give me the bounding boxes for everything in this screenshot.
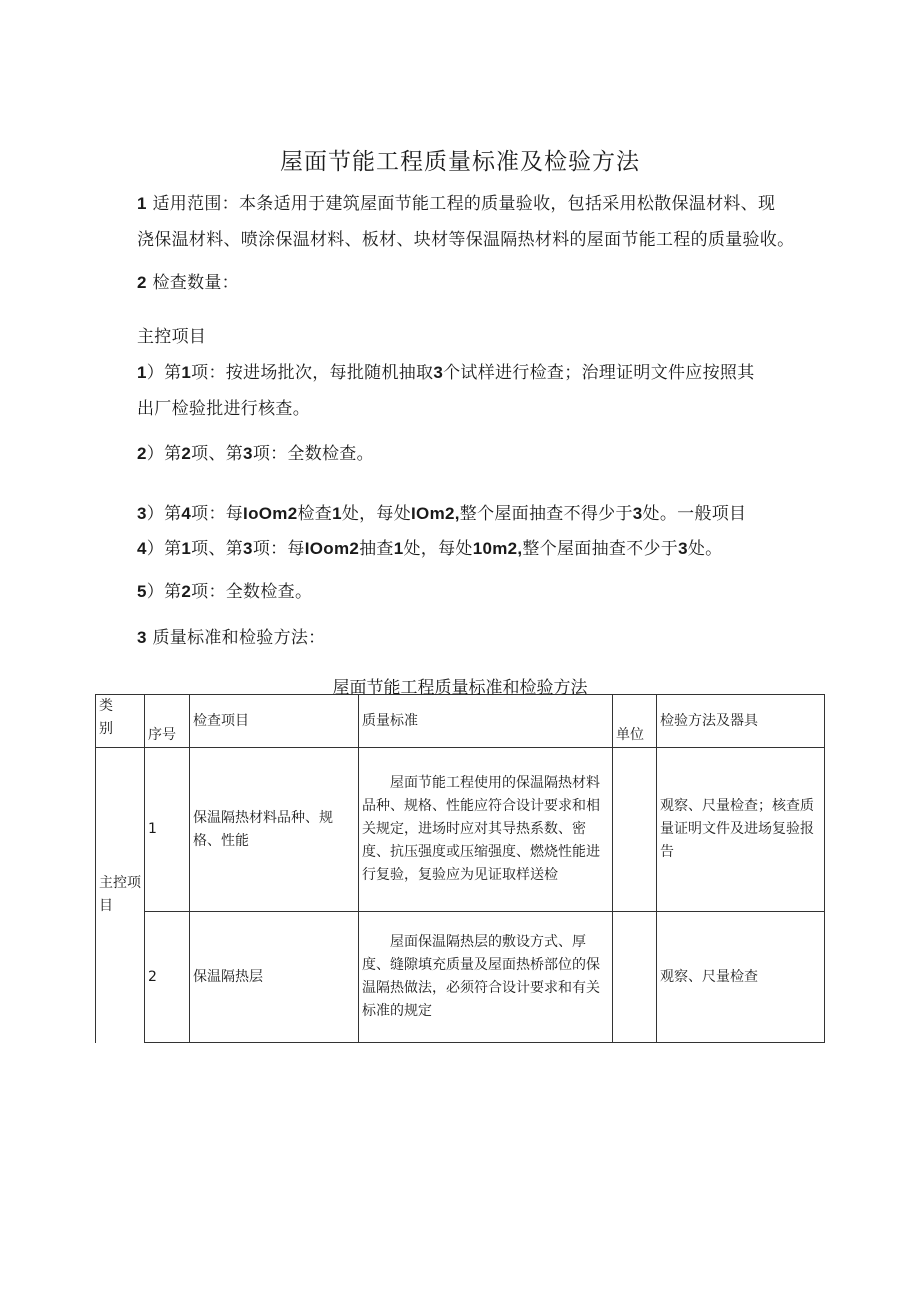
- item-text: ）第: [146, 582, 182, 602]
- item-text: 整个屋面抽查不得少于: [459, 504, 633, 524]
- item-text: 检查: [297, 504, 333, 524]
- table-row: [96, 748, 825, 912]
- area-value: IOom2: [304, 539, 360, 558]
- row-unit: [613, 748, 657, 912]
- item-ref: 3: [243, 444, 253, 463]
- item-text: 项：全数检查。: [252, 444, 374, 464]
- item-text: 项：按进场批次，每批随机抽取: [191, 363, 434, 383]
- row-item: 保温隔热材料品种、规格、性能: [190, 748, 359, 912]
- count-value: 3: [632, 504, 643, 523]
- inspection-quantity-heading: [137, 272, 239, 294]
- row-seq: 1: [145, 748, 190, 912]
- item-1-line2: 出厂检验批进行核查。: [137, 399, 310, 419]
- row-item: 保温隔热层: [190, 912, 359, 1043]
- document-title: 屋面节能工程质量标准及检验方法: [280, 149, 640, 175]
- item-text: 项、第: [191, 539, 244, 559]
- section-number: 2: [137, 273, 147, 292]
- item-ref: 2: [181, 444, 192, 463]
- header-category: 类 别: [96, 695, 145, 748]
- item-number: 2: [137, 444, 147, 463]
- row-unit: [613, 912, 657, 1043]
- header-item: 检查项目: [190, 695, 359, 748]
- area-value: 10m2,: [472, 539, 523, 558]
- item-1: [137, 362, 755, 384]
- item-text: ）第: [146, 504, 182, 524]
- item-text: 抽查: [359, 539, 394, 559]
- row-seq: 2: [145, 912, 190, 1043]
- table-header-row: [96, 695, 825, 748]
- item-text: ）第: [146, 363, 182, 383]
- item-text: 项：全数检查。: [191, 582, 313, 602]
- item-ref: 1: [181, 363, 192, 382]
- item-text: 项：每: [191, 504, 244, 524]
- item-text: 处，每处: [403, 539, 473, 559]
- count-value: 1: [393, 539, 404, 558]
- table-caption: 屋面节能工程质量标准和检验方法: [332, 678, 588, 698]
- item-text: 项、第: [191, 444, 244, 464]
- scope-paragraph-line2: [137, 229, 794, 251]
- row-method: 观察、尺量检查；核查质量证明文件及进场复验报告: [657, 748, 825, 912]
- standards-table: [95, 694, 825, 1043]
- header-unit: 单位: [613, 695, 657, 748]
- row-standard: 屋面保温隔热层的敷设方式、厚度、缝隙填充质量及屋面热桥部位的保温隔热做法，必须符合设计要求和有关标准的规定: [359, 912, 613, 1043]
- item-number: 1: [137, 363, 147, 382]
- row-method: 观察、尺量检查: [657, 912, 825, 1043]
- section-text: 检查数量：: [152, 273, 239, 293]
- item-ref: 1: [181, 539, 192, 558]
- item-number: 3: [137, 504, 147, 523]
- item-5: [137, 581, 312, 603]
- item-text: 项：每: [252, 539, 305, 559]
- scope-line-1: 适用范围：本条适用于建筑屋面节能工程的质量验收，包括采用松散保温材料、现: [152, 194, 776, 214]
- main-items-heading: 主控项目: [137, 327, 207, 347]
- count-value: 1: [332, 504, 342, 523]
- item-text: 处，每处: [341, 504, 412, 524]
- item-text: 个试样进行检查；治理证明文件应按照其: [443, 363, 755, 383]
- section-text: 质量标准和检验方法：: [152, 628, 326, 648]
- area-value: IoOm2: [243, 504, 298, 523]
- sample-count: 3: [433, 363, 444, 382]
- table-row: [96, 912, 825, 1043]
- item-number: 5: [137, 582, 147, 601]
- scope-line-2: 浇保温材料、喷涂保温材料、板材、块材等保温隔热材料的屋面节能工程的质量验收。: [137, 230, 795, 250]
- quality-standard-heading: [137, 627, 325, 649]
- item-text: 整个屋面抽查不少于: [522, 539, 679, 559]
- item-ref: 3: [243, 539, 253, 558]
- header-method: 检验方法及器具: [657, 695, 825, 748]
- item-3: [137, 503, 746, 525]
- category-main-items: 主控项 目: [96, 748, 145, 1043]
- item-4: [137, 538, 722, 560]
- section-number: 3: [137, 628, 147, 647]
- item-2: [137, 443, 374, 465]
- item-ref: 4: [181, 504, 192, 523]
- item-text: 处。一般项目: [642, 504, 747, 524]
- scope-paragraph: [137, 193, 775, 215]
- header-seq: 序号: [145, 695, 190, 748]
- item-text: ）第: [146, 539, 182, 559]
- item-text: ）第: [146, 444, 182, 464]
- area-value: IOm2,: [411, 504, 460, 523]
- header-standard: 质量标准: [359, 695, 613, 748]
- item-ref: 2: [181, 582, 192, 601]
- item-text: 处。: [687, 539, 723, 559]
- item-number: 4: [137, 539, 147, 558]
- count-value: 3: [678, 539, 688, 558]
- row-standard: 屋面节能工程使用的保温隔热材料品种、规格、性能应符合设计要求和相关规定，进场时应对其导热系数、密度、抗压强度或压缩强度、燃烧性能进行复验，复验应为见证取样送检: [359, 748, 613, 912]
- section-number: 1: [137, 194, 147, 213]
